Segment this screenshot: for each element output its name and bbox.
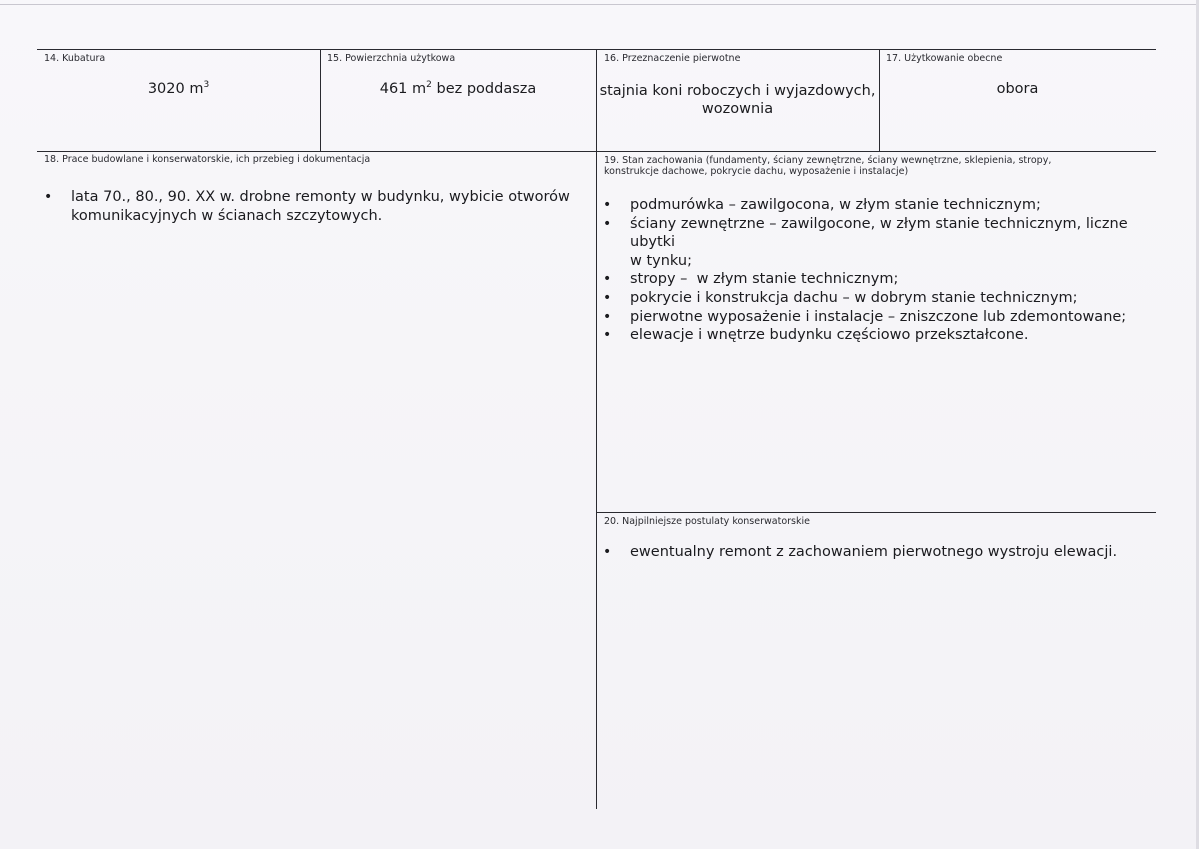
cell-label: 18. Prace budowlane i konserwatorskie, ich przebieg i dokumentacja bbox=[44, 154, 371, 165]
cell-label: 15. Powierzchnia użytkowa bbox=[327, 53, 456, 64]
stan-list bbox=[597, 196, 1152, 345]
list-item bbox=[597, 289, 1152, 308]
bullet: • bbox=[603, 327, 612, 344]
item-line-1: podmurówka – zawilgocona, w złym stanie technicznym; bbox=[630, 197, 1041, 213]
list-item bbox=[597, 543, 1152, 562]
value-text-suffix: bez poddasza bbox=[431, 81, 537, 97]
value-superscript: 3 bbox=[203, 80, 210, 91]
item-line-2: komunikacyjnych w ścianach szczytowych. bbox=[71, 207, 383, 224]
grid-line-row2 bbox=[596, 512, 1156, 513]
item-line-2: w tynku; bbox=[630, 252, 692, 269]
value-line-1: stajnia koni roboczych i wyjazdowych, bbox=[599, 83, 876, 99]
list-item bbox=[597, 270, 1152, 289]
value-superscript: 2 bbox=[426, 80, 432, 91]
top-border bbox=[0, 4, 1199, 5]
prace-list bbox=[38, 188, 588, 225]
item-line-1: elewacje i wnętrze budynku częściowo przekształcone. bbox=[630, 327, 1029, 344]
item-line-1: ściany zewnętrzne – zawilgocone, w złym stanie technicznym, liczne ubytki bbox=[630, 215, 1128, 251]
cell-label: 14. Kubatura bbox=[44, 53, 106, 64]
list-item bbox=[597, 215, 1152, 271]
cell-value bbox=[320, 80, 596, 98]
item-line-1: pierwotne wyposażenie i instalacje – zniszczone lub zdemontowane; bbox=[630, 308, 1127, 325]
bullet: • bbox=[603, 289, 612, 306]
bullet: • bbox=[603, 308, 612, 325]
list-item bbox=[597, 326, 1152, 345]
bullet: • bbox=[603, 215, 612, 232]
list-item bbox=[597, 196, 1152, 215]
cell-value bbox=[596, 82, 879, 118]
cell-label: 16. Przeznaczenie pierwotne bbox=[604, 53, 741, 64]
bullet: • bbox=[603, 271, 612, 288]
cell-value bbox=[37, 80, 320, 98]
cell-label-line-1: 19. Stan zachowania (fundamenty, ściany zewnętrzne, ściany wewnętrzne, sklepienia, stropy, bbox=[604, 155, 1052, 166]
bullet: • bbox=[44, 189, 53, 205]
list-item bbox=[597, 308, 1152, 327]
value-text: 461 m bbox=[379, 81, 427, 97]
bullet: • bbox=[603, 197, 612, 213]
item-line-1: ewentualny remont z zachowaniem pierwotnego wystroju elewacji. bbox=[630, 544, 1118, 560]
cell-label: 20. Najpilniejsze postulaty konserwatorskie bbox=[604, 516, 810, 527]
item-line-1: lata 70., 80., 90. XX w. drobne remonty w budynku, wybicie otworów bbox=[71, 189, 570, 205]
item-line-1: stropy – w złym stanie technicznym; bbox=[630, 271, 899, 288]
grid-line-col2 bbox=[596, 49, 597, 809]
postulaty-list bbox=[597, 543, 1152, 562]
value-text: 3020 m bbox=[147, 81, 204, 97]
item-line-1: pokrycie i konstrukcja dachu – w dobrym stanie technicznym; bbox=[630, 289, 1078, 306]
bullet: • bbox=[603, 544, 612, 560]
list-item bbox=[38, 188, 588, 225]
cell-label: 17. Użytkowanie obecne bbox=[886, 53, 1003, 64]
cell-label-line-2: konstrukcje dachowe, pokrycie dachu, wyposażenie i instalacje) bbox=[604, 166, 909, 177]
cell-value: obora bbox=[996, 81, 1039, 97]
grid-line-col1 bbox=[320, 49, 321, 151]
value-line-2: wozownia bbox=[701, 101, 774, 117]
grid-line-col3 bbox=[879, 49, 880, 151]
